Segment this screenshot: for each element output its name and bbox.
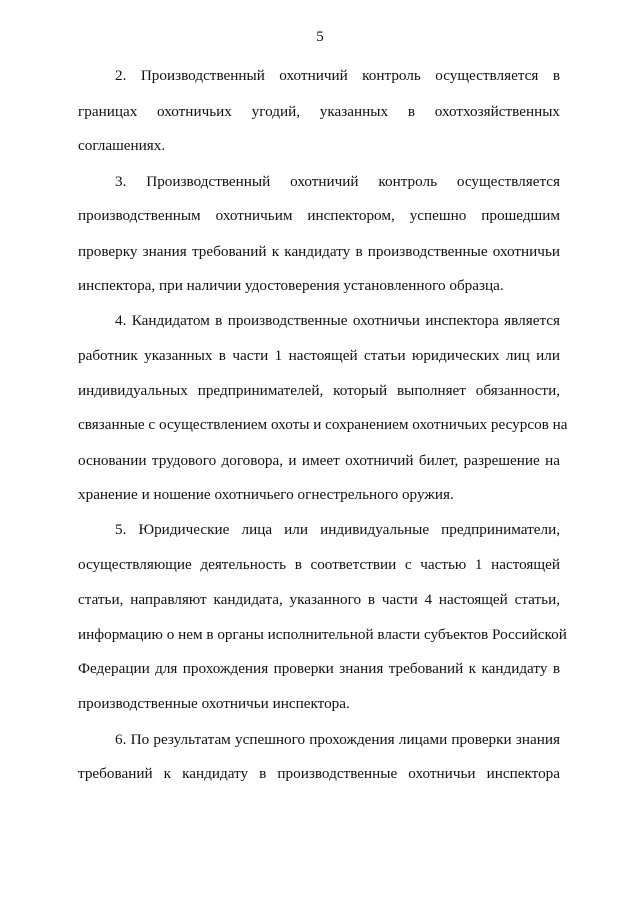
paragraph-2-line-2: границах охотничьих угодий, указанных в охотхозяйственных <box>78 103 560 120</box>
paragraph-5-line-4: информацию о нем в органы исполнительной власти субъектов Российской <box>78 626 567 643</box>
paragraph-3-line-3: проверку знания требований к кандидату в производственные охотничьи <box>78 243 560 260</box>
paragraph-6-line-2: требований к кандидату в производственные охотничьи инспектора <box>78 765 560 782</box>
paragraph-4-line-3: индивидуальных предпринимателей, который выполняет обязанности, <box>78 382 560 399</box>
paragraph-4-line-2: работник указанных в части 1 настоящей статьи юридических лиц или <box>78 347 560 364</box>
paragraph-5-line-5: Федерации для прохождения проверки знания требований к кандидату в <box>78 660 560 677</box>
paragraph-4-line-5: основании трудового договора, и имеет охотничий билет, разрешение на <box>78 452 560 469</box>
paragraph-2-line-3: соглашениях. <box>78 137 166 154</box>
page-number: 5 <box>316 29 324 45</box>
paragraph-5-line-6: производственные охотничьи инспектора. <box>78 695 350 712</box>
paragraph-3-line-4: инспектора, при наличии удостоверения установленного образца. <box>78 277 504 294</box>
paragraph-5-line-3: статьи, направляют кандидата, указанного в части 4 настоящей статьи, <box>78 591 560 608</box>
paragraph-5-line-1: 5. Юридические лица или индивидуальные предприниматели, <box>115 521 560 538</box>
paragraph-6-line-1: 6. По результатам успешного прохождения лицами проверки знания <box>115 731 560 748</box>
paragraph-4-line-6: хранение и ношение охотничьего огнестрельного оружия. <box>78 486 454 503</box>
paragraph-2-line-1: 2. Производственный охотничий контроль осуществляется в <box>115 67 560 84</box>
paragraph-3-line-1: 3. Производственный охотничий контроль осуществляется <box>115 173 560 190</box>
paragraph-4-line-1: 4. Кандидатом в производственные охотничьи инспектора является <box>115 312 560 329</box>
paragraph-5-line-2: осуществляющие деятельность в соответствии с частью 1 настоящей <box>78 556 560 573</box>
paragraph-4-line-4: связанные с осуществлением охоты и сохранением охотничьих ресурсов на <box>78 416 568 433</box>
paragraph-3-line-2: производственным охотничьим инспектором, успешно прошедшим <box>78 207 560 224</box>
